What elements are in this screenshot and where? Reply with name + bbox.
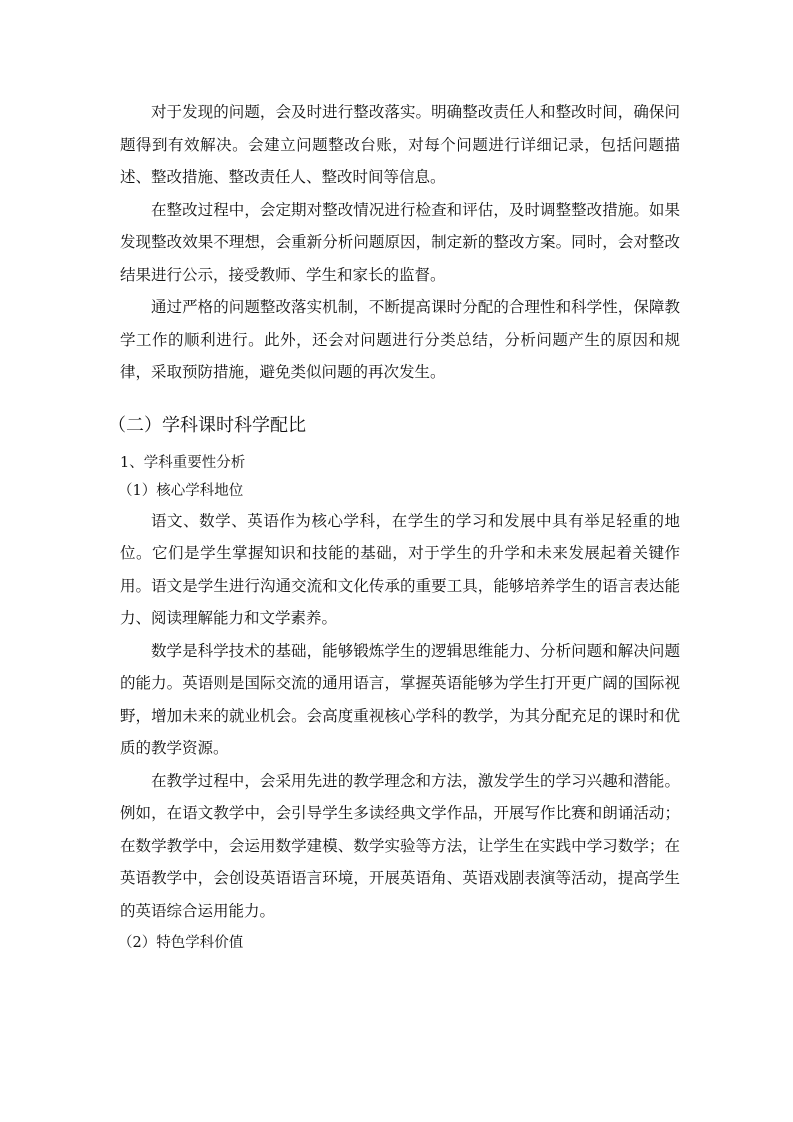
document-body <box>108 96 680 957</box>
paragraph-core-subjects: 语文、数学、英语作为核心学科，在学生的学习和发展中具有举足轻重的地位。它们是学生掌握知识和技能的基础，对于学生的升学和未来发展起着关键作用。语文是学生进行沟通交流和文化传承的重要工具，能够培养学生的语言表达能力、阅读理解能力和文学素养。 <box>120 511 680 627</box>
paragraph-rectification-followup: 对于发现的问题，会及时进行整改落实。明确整改责任人和整改时间，确保问题得到有效解决。会建立问题整改台账，对每个问题进行详细记录，包括问题描述、整改措施、整改责任人、整改时间等信息。 <box>120 103 680 186</box>
paragraph-math-english: 数学是科学技术的基础，能够锻炼学生的逻辑思维能力、分析问题和解决问题的能力。英语则是国际交流的通用语言，掌握英语能够为学生打开更广阔的国际视野，增加未来的就业机会。会高度重视核心学科的教学，为其分配充足的课时和优质的教学资源。 <box>120 641 680 757</box>
paragraph-teaching-methods: 在教学过程中，会采用先进的教学理念和方法，激发学生的学习兴趣和潜能。例如，在语文教学中，会引导学生多读经典文学作品，开展写作比赛和朗诵活动；在数学教学中，会运用数学建模、数学实验等方法，让学生在实践中学习数学；在英语教学中，会创设英语语言环境，开展英语角、英语戏剧表演等活动，提高学生的英语综合运用能力。 <box>120 771 680 920</box>
section-heading: （二）学科课时科学配比 <box>108 414 306 436</box>
paragraph-rectification-process: 在整改过程中，会定期对整改情况进行检查和评估，及时调整整改措施。如果发现整改效果不理想，会重新分析问题原因，制定新的整改方案。同时，会对整改结果进行公示，接受教师、学生和家长的监督。 <box>120 200 680 284</box>
paragraph-rectification-mechanism: 通过严格的问题整改落实机制，不断提高课时分配的合理性和科学性，保障教学工作的顺利进行。此外，还会对问题进行分类总结，分析问题产生的原因和规律，采取预防措施，避免类似问题的再次发生。 <box>120 298 680 381</box>
subsection-heading: 1、学科重要性分析 <box>120 454 246 471</box>
item-heading-core-subjects: （1）核心学科地位 <box>118 482 244 499</box>
item-heading-featured-subjects: （2）特色学科价值 <box>118 935 244 951</box>
